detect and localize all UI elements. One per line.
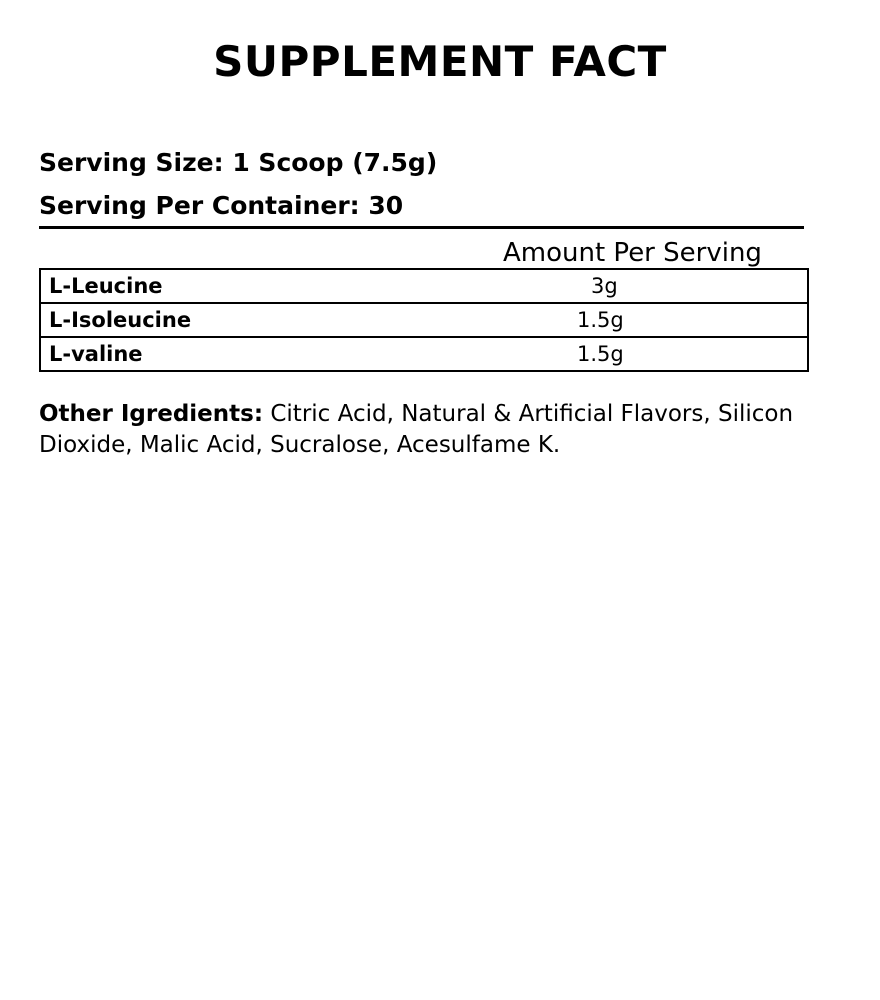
page-title: SUPPLEMENT FACT xyxy=(213,37,667,86)
divider-rule xyxy=(39,226,804,229)
ingredient-name: L-valine xyxy=(40,337,549,371)
ingredient-amount: 1.5g xyxy=(549,337,808,371)
other-ingredients xyxy=(39,399,839,461)
ingredient-name: L-Leucine xyxy=(40,269,549,303)
other-ingredients-label: Other Igredients: xyxy=(39,401,264,427)
other-ingredients-text: Citric Acid, Natural & Artificial Flavors, Silicon Dioxide, Malic Acid, Sucralose, Acesulfame K. xyxy=(39,401,794,458)
table-row xyxy=(40,337,808,371)
ingredient-amount: 1.5g xyxy=(549,303,808,337)
amount-per-serving-header: Amount Per Serving xyxy=(503,238,762,268)
ingredient-amount: 3g xyxy=(549,269,808,303)
serving-size: Serving Size: 1 Scoop (7.5g) xyxy=(39,148,438,177)
table-row xyxy=(40,303,808,337)
ingredient-name: L-Isoleucine xyxy=(40,303,549,337)
table-row xyxy=(40,269,808,303)
facts-table xyxy=(39,268,809,372)
servings-per-container: Serving Per Container: 30 xyxy=(39,191,404,220)
